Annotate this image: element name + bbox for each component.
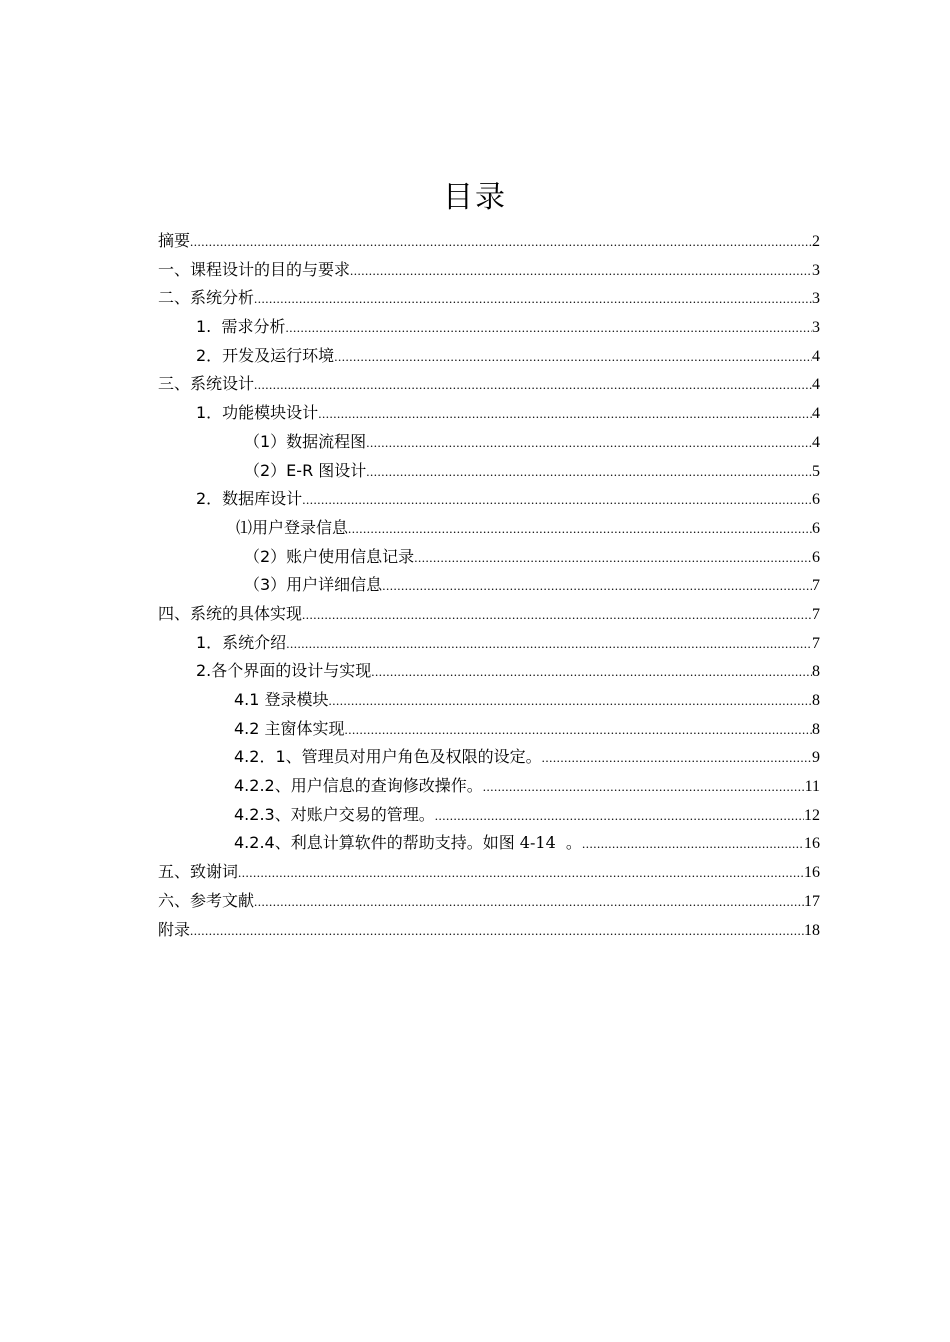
toc-entry[interactable] [158, 600, 820, 629]
dot-leader [329, 687, 812, 716]
toc-entry[interactable] [158, 399, 820, 428]
dot-leader [350, 257, 812, 286]
toc-entry[interactable] [158, 428, 820, 457]
toc-entry[interactable] [158, 916, 820, 945]
toc-entry[interactable] [158, 485, 820, 514]
toc-entry[interactable] [158, 342, 820, 371]
toc-entry[interactable] [158, 887, 820, 916]
dot-leader [348, 515, 812, 544]
toc-title: 目录 [443, 180, 507, 215]
toc-page-number: 8 [812, 692, 820, 709]
toc-entry-text: ⑴用户登录信息 [236, 517, 349, 537]
toc-entry-text: 1．功能模块设计 [196, 403, 319, 423]
toc-entry-text: 4.2．1、管理员对用户角色及权限的设定。 [234, 747, 542, 767]
dot-leader [190, 917, 804, 946]
toc-entry-text: 六、参考文献 [158, 890, 255, 910]
toc-entry[interactable] [158, 629, 820, 658]
toc-entry-figure-ref: 如图 4-14 。 [482, 833, 582, 853]
toc-page-number: 17 [804, 892, 820, 910]
dot-leader [254, 285, 812, 314]
toc-entry-text: 2．数据库设计 [196, 489, 303, 509]
toc-page-number: 6 [812, 548, 820, 566]
toc-page-number: 16 [804, 864, 820, 882]
dot-leader [318, 400, 812, 429]
toc-entry-text: 1．系统介绍 [196, 632, 287, 652]
dot-leader [345, 716, 812, 745]
toc-entry[interactable] [158, 715, 820, 744]
dot-leader [334, 343, 812, 372]
dot-leader [238, 859, 804, 888]
toc-entry-text: 三、系统设计 [158, 374, 255, 394]
toc-page-number: 8 [812, 663, 820, 681]
toc-page-number: 4 [812, 376, 820, 394]
toc-page-number: 7 [812, 577, 820, 595]
toc-entry[interactable] [158, 227, 820, 256]
toc-page-number: 3 [812, 319, 820, 337]
toc-page-number: 4 [812, 405, 820, 423]
toc-entry-text: 四、系统的具体实现 [158, 603, 303, 623]
dot-leader [414, 544, 812, 573]
toc-entry[interactable] [158, 370, 820, 399]
dot-leader [371, 658, 812, 687]
dot-leader [286, 630, 812, 659]
toc-page-number: 5 [812, 462, 820, 480]
toc-entry[interactable] [158, 284, 820, 313]
toc-page-number: 4 [812, 433, 820, 451]
toc-page-number: 9 [812, 749, 820, 767]
toc-page-number: 8 [812, 720, 820, 738]
toc-entry[interactable] [158, 657, 820, 686]
toc-entry-text: （1）数据流程图 [244, 431, 367, 451]
toc-page-number: 6 [812, 519, 820, 537]
toc-entry-text: 五、致谢词 [158, 862, 239, 882]
toc-page-number: 3 [812, 261, 820, 279]
toc-entry[interactable] [158, 772, 820, 801]
toc-entry[interactable] [158, 514, 820, 543]
toc-page-number: 4 [812, 347, 820, 365]
dot-leader [254, 888, 804, 917]
toc-page-number: 7 [812, 634, 820, 652]
toc-entry-text: 4.2 主窗体实现 [234, 718, 345, 738]
toc-entry-text: 1. 需求分析 [196, 317, 286, 337]
toc-entry-text: 附录 [158, 919, 191, 939]
dot-leader [254, 371, 812, 400]
toc-entry[interactable] [158, 571, 820, 600]
toc-entry[interactable] [158, 256, 820, 285]
toc-entry-text: 2.各个界面的设计与实现 [196, 661, 372, 681]
toc-entry[interactable] [158, 313, 820, 342]
toc-page-number: 16 [804, 835, 820, 853]
toc-entry[interactable] [158, 858, 820, 887]
toc-entry-text: 4.2.4、利息计算软件的帮助支持。 [234, 833, 483, 853]
dot-leader [366, 429, 812, 458]
toc-entry[interactable] [158, 801, 820, 830]
toc-entry[interactable] [158, 829, 820, 858]
toc-page-number: 2 [812, 233, 820, 250]
dot-leader [190, 228, 812, 257]
toc-entry-text: 摘要 [158, 231, 191, 250]
dot-leader [285, 314, 812, 343]
toc-entry-text: （3）用户详细信息 [244, 575, 383, 595]
toc-page-number: 7 [812, 605, 820, 623]
dot-leader [366, 458, 812, 487]
toc-entry-text: 一、课程设计的目的与要求 [158, 259, 351, 279]
dot-leader [302, 486, 812, 515]
toc-entry-text: 4.1 登录模块 [234, 690, 329, 709]
table-of-contents [158, 227, 820, 944]
dot-leader [435, 802, 804, 831]
toc-entry[interactable] [158, 743, 820, 772]
toc-page-number: 6 [812, 491, 820, 509]
dot-leader [483, 773, 805, 802]
dot-leader [382, 572, 812, 601]
toc-entry[interactable] [158, 686, 820, 715]
dot-leader [542, 744, 812, 773]
toc-entry-text: （2）E-R 图设计 [244, 460, 367, 480]
toc-entry[interactable] [158, 457, 820, 486]
dot-leader [302, 601, 812, 630]
toc-page-number: 18 [804, 921, 820, 939]
toc-entry-text: 二、系统分析 [158, 288, 255, 308]
toc-page-number: 12 [804, 806, 820, 824]
toc-page-number: 3 [812, 290, 820, 308]
toc-entry-text: （2）账户使用信息记录 [244, 546, 415, 566]
toc-entry-text: 4.2.2、用户信息的查询修改操作。 [234, 776, 483, 796]
toc-entry-text: 2．开发及运行环境 [196, 345, 335, 365]
toc-page-number: 11 [804, 778, 820, 796]
toc-entry[interactable] [158, 543, 820, 572]
dot-leader [582, 830, 804, 859]
toc-entry-text: 4.2.3、对账户交易的管理。 [234, 804, 435, 824]
